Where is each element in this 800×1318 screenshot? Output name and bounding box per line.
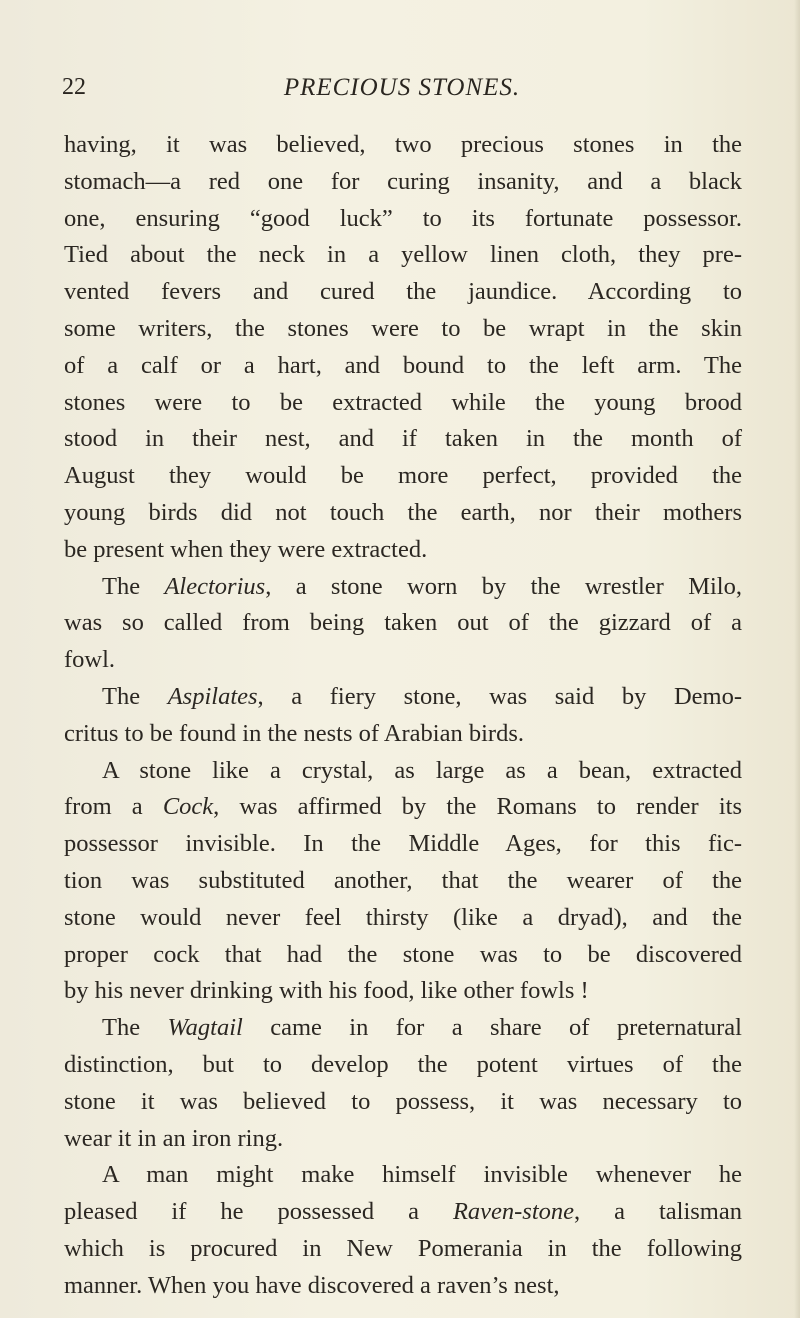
text-line: [64, 569, 742, 606]
text-line: [64, 1157, 742, 1194]
text-line: [64, 495, 742, 532]
text-segment: The: [102, 572, 165, 600]
text-line: [64, 1121, 742, 1158]
text-segment: by his never drinking with his food, like other fowls !: [64, 977, 589, 1005]
text-segment: young birds did not touch the earth, nor their mothers: [64, 498, 742, 526]
text-segment: The: [102, 1014, 168, 1042]
text-segment: manner. When you have discovered a raven’s nest,: [64, 1271, 560, 1299]
text-segment: having, it was believed, two precious stones in the: [64, 131, 742, 158]
text-segment: A stone like a crystal, as large as a bean, extracted: [102, 756, 742, 784]
text-segment: stomach—a red one for curing insanity, and a black: [64, 167, 742, 195]
text-line: [64, 385, 742, 422]
text-segment: tion was substituted another, that the wearer of the: [64, 866, 742, 894]
italic-term: Alectorius: [164, 572, 266, 600]
text-segment: , a talisman: [574, 1198, 742, 1226]
text-line: [64, 127, 742, 164]
text-segment: came in for a share of preternatural: [242, 1014, 742, 1042]
text-segment: distinction, but to develop the potent virtues of the: [64, 1050, 742, 1078]
text-segment: , a fiery stone, was said by Demo-: [257, 682, 742, 710]
running-title: PRECIOUS STONES.: [283, 74, 521, 101]
text-line: [64, 900, 742, 937]
text-segment: , was affirmed by the Romans to render its: [213, 793, 743, 821]
text-line: [64, 1194, 742, 1231]
text-segment: one, ensuring “good luck” to its fortunate possessor.: [64, 204, 742, 232]
text-segment: stones were to be extracted while the young brood: [64, 388, 742, 416]
text-line: [64, 458, 742, 495]
text-line: [64, 605, 742, 642]
text-line: [64, 164, 742, 201]
text-line: [64, 311, 742, 348]
text-line: [64, 1084, 742, 1121]
text-line: [64, 716, 742, 753]
text-segment: , a stone worn by the wrestler Milo,: [265, 572, 742, 600]
text-segment: was so called from being taken out of the gizzard of a: [64, 609, 742, 637]
text-line: [64, 679, 742, 716]
text-line: [64, 237, 742, 274]
text-segment: vented fevers and cured the jaundice. According to: [64, 278, 742, 306]
text-line: [64, 274, 742, 311]
text-line: [64, 348, 742, 385]
text-line: [64, 753, 742, 790]
text-line: [64, 826, 742, 863]
italic-term: Raven-stone: [452, 1198, 575, 1226]
text-line: [64, 532, 742, 569]
text-line: [64, 1047, 742, 1084]
text-segment: critus to be found in the nests of Arabian birds.: [64, 719, 524, 747]
text-line: [64, 201, 742, 238]
page-edge-shadow: [794, 0, 800, 1318]
page-number: 22: [62, 74, 86, 100]
text-segment: stone it was believed to possess, it was necessary to: [64, 1087, 742, 1115]
text-segment: wear it in an iron ring.: [64, 1124, 284, 1152]
text-segment: from a: [64, 793, 163, 821]
text-segment: Tied about the neck in a yellow linen cloth, they pre-: [64, 241, 742, 269]
text-line: [64, 1231, 742, 1268]
text-segment: August they would be more perfect, provided the: [64, 462, 742, 490]
text-segment: fowl.: [64, 646, 116, 674]
text-line: [64, 863, 742, 900]
text-segment: proper cock that had the stone was to be discovered: [64, 940, 742, 968]
text-line: [64, 421, 742, 458]
text-segment: some writers, the stones were to be wrapt in the skin: [64, 314, 742, 342]
text-segment: stood in their nest, and if taken in the month of: [64, 425, 742, 453]
text-segment: which is procured in New Pomerania in the following: [64, 1234, 742, 1262]
text-line: [64, 937, 742, 974]
text-segment: stone would never feel thirsty (like a dryad), and the: [64, 903, 742, 931]
text-line: [64, 1268, 742, 1305]
text-segment: pleased if he possessed a: [64, 1198, 453, 1226]
italic-term: Cock: [162, 793, 214, 821]
text-line: [64, 1010, 742, 1047]
italic-term: Wagtail: [167, 1014, 243, 1042]
text-segment: be present when they were extracted.: [64, 535, 428, 563]
text-segment: A man might make himself invisible whenever he: [102, 1161, 742, 1189]
text-line: [64, 789, 742, 826]
body-text: [64, 127, 742, 1305]
text-line: [64, 973, 742, 1010]
text-segment: of a calf or a hart, and bound to the left arm. The: [64, 351, 742, 379]
page-header: [62, 74, 742, 114]
text-line: [64, 642, 742, 679]
italic-term: Aspilates: [167, 682, 258, 710]
text-segment: possessor invisible. In the Middle Ages, for this fic-: [64, 830, 742, 858]
text-segment: The: [102, 682, 168, 710]
